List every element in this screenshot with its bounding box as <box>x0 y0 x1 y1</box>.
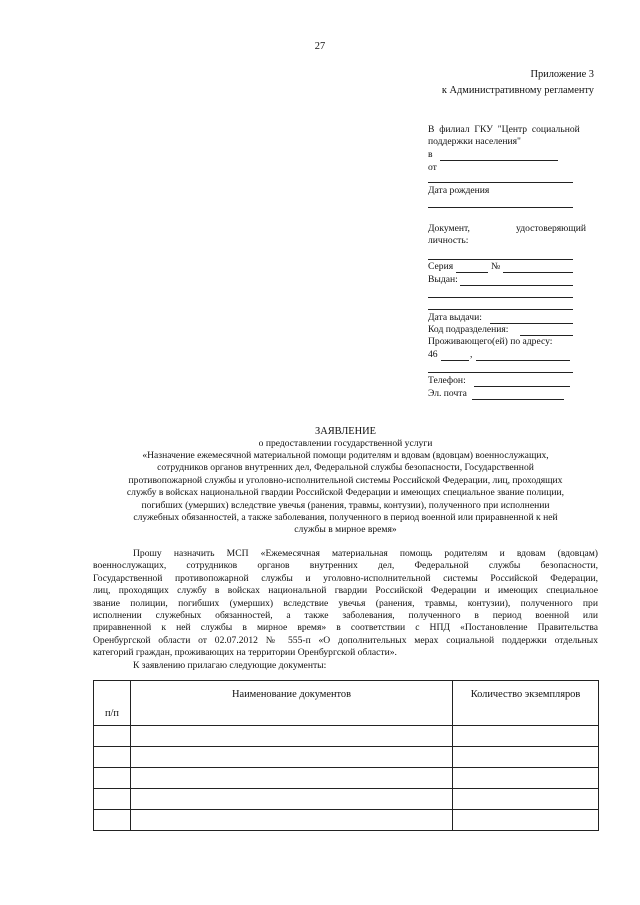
addressee-line-1: В филиал ГКУ "Центр социальной <box>428 124 580 135</box>
row-qty-cell[interactable] <box>453 789 599 810</box>
row-qty-cell[interactable] <box>453 747 599 768</box>
row-qty-cell[interactable] <box>453 768 599 789</box>
id-document-label-3: личность: <box>428 235 469 246</box>
request-line: категорий граждан, проживающих на территории Оренбургской области». <box>93 647 397 659</box>
request-line: Государственной противопожарной службы и уголовно-исполнительной системы Российской Федерации, <box>93 572 598 584</box>
col-qty-label: Количество экземпляров <box>470 689 581 700</box>
in-label: в <box>428 149 433 160</box>
row-name-cell[interactable] <box>131 810 453 831</box>
statement-heading: ЗАЯВЛЕНИЕ <box>315 426 376 437</box>
request-line: приравненной к ней службы в мирное время» в соответствии с НПД «Постановление Правительства <box>93 622 598 634</box>
page-number: 27 <box>314 41 326 52</box>
from-field[interactable] <box>428 182 573 183</box>
col-number-label: п/п <box>104 708 119 719</box>
service-name-line: погибших (умерших) вследствие увечья (ранения, травмы, контузии), полученного при исполнении <box>141 499 550 511</box>
row-qty-cell[interactable] <box>453 726 599 747</box>
postal-prefix: 46 <box>428 349 438 360</box>
service-name <box>93 450 598 537</box>
request-line: звание полиции, погибших (умерших) вследствие увечья (ранения, травмы, контузии), полученного при <box>93 597 598 609</box>
service-name-line: служебных обязанностей, а также заболевания, полученного в период военной или приравненной к ней <box>133 512 558 524</box>
row-number-cell[interactable] <box>94 810 131 831</box>
address-comma: , <box>470 349 473 360</box>
table-row <box>94 747 599 768</box>
request-line: Прошу назначить МСП «Ежемесячная материальная помощь родителям и вдовам (вдовцам) <box>133 548 598 559</box>
email-field[interactable] <box>472 399 564 400</box>
appendix-reference: к Административному регламенту <box>441 85 594 96</box>
issued-field-2[interactable] <box>428 297 573 298</box>
request-line: Оренбургской области от 02.07.2012 № 555-п «О дополнительных мерах социальной поддержки отдельных <box>93 634 598 646</box>
in-field[interactable] <box>440 160 558 161</box>
service-name-line: сотрудников органов внутренних дел, Федеральной службы безопасности, Государственной <box>157 462 534 474</box>
col-qty-header <box>453 681 599 726</box>
statement-subheading: о предоставлении государственной услуги <box>258 438 433 449</box>
col-name-label: Наименование документов <box>231 689 352 700</box>
phone-label: Телефон: <box>428 375 466 386</box>
row-number-cell[interactable] <box>94 726 131 747</box>
request-line: исполнении служебных обязанностей, а также заболевания, полученного в период военной или <box>93 610 598 622</box>
address-field-1[interactable] <box>476 360 570 361</box>
row-name-cell[interactable] <box>131 789 453 810</box>
table-row <box>94 789 599 810</box>
birth-date-label: Дата рождения <box>428 185 490 196</box>
table-header-row <box>94 681 599 726</box>
postal-code-field[interactable] <box>441 360 469 361</box>
request-line: лиц, проходящих службу в войсках национальной гвардии Российской Федерации и имеющих специальное <box>93 585 598 597</box>
phone-field[interactable] <box>474 386 570 387</box>
request-line: военнослужащих, сотрудников органов внутренних дел, Федеральной службы безопасности, <box>93 560 598 572</box>
table-row <box>94 810 599 831</box>
attachments-intro: К заявлению прилагаю следующие документы: <box>133 659 327 671</box>
service-name-line: службу в войсках национальной гвардии Российской Федерации и имеющих специальное звание полиции, <box>126 487 565 499</box>
residing-label: Проживающего(ей) по адресу: <box>428 336 553 347</box>
row-name-cell[interactable] <box>131 747 453 768</box>
birth-date-field[interactable] <box>428 207 573 208</box>
appendix-title: Приложение 3 <box>530 69 594 80</box>
row-name-cell[interactable] <box>131 768 453 789</box>
row-number-cell[interactable] <box>94 768 131 789</box>
row-qty-cell[interactable] <box>453 810 599 831</box>
row-number-cell[interactable] <box>94 789 131 810</box>
id-document-field[interactable] <box>428 259 573 260</box>
id-document-label: Документ, <box>428 223 470 234</box>
row-number-cell[interactable] <box>94 747 131 768</box>
col-number-header <box>94 681 131 726</box>
table-row <box>94 768 599 789</box>
number-field[interactable] <box>503 272 573 273</box>
service-name-line: «Назначение ежемесячной материальной помощи родителям и вдовам (вдовцам) военнослужащих, <box>142 450 549 461</box>
id-document-label-2: удостоверяющий <box>516 223 586 234</box>
division-code-label: Код подразделения: <box>428 324 509 335</box>
issue-date-label: Дата выдачи: <box>428 312 482 323</box>
from-label: от <box>428 162 437 173</box>
number-label: № <box>491 261 501 272</box>
table-row <box>94 726 599 747</box>
series-label: Серия <box>428 261 454 272</box>
issued-field-1[interactable] <box>460 285 573 286</box>
service-name-line: противопожарной службы и уголовно-исполнительной системы Российской Федерации, лиц, проходящих <box>128 474 563 486</box>
issued-field-3[interactable] <box>428 309 573 310</box>
series-field[interactable] <box>456 272 488 273</box>
row-name-cell[interactable] <box>131 726 453 747</box>
request-paragraph <box>93 548 598 672</box>
service-name-line: службы в мирное время» <box>294 524 397 536</box>
issued-label: Выдан: <box>428 274 458 285</box>
email-label: Эл. почта <box>428 388 467 399</box>
address-field-2[interactable] <box>428 372 573 373</box>
addressee-line-2: поддержки населения" <box>428 136 521 147</box>
col-name-header <box>131 681 453 726</box>
documents-table <box>93 680 599 831</box>
